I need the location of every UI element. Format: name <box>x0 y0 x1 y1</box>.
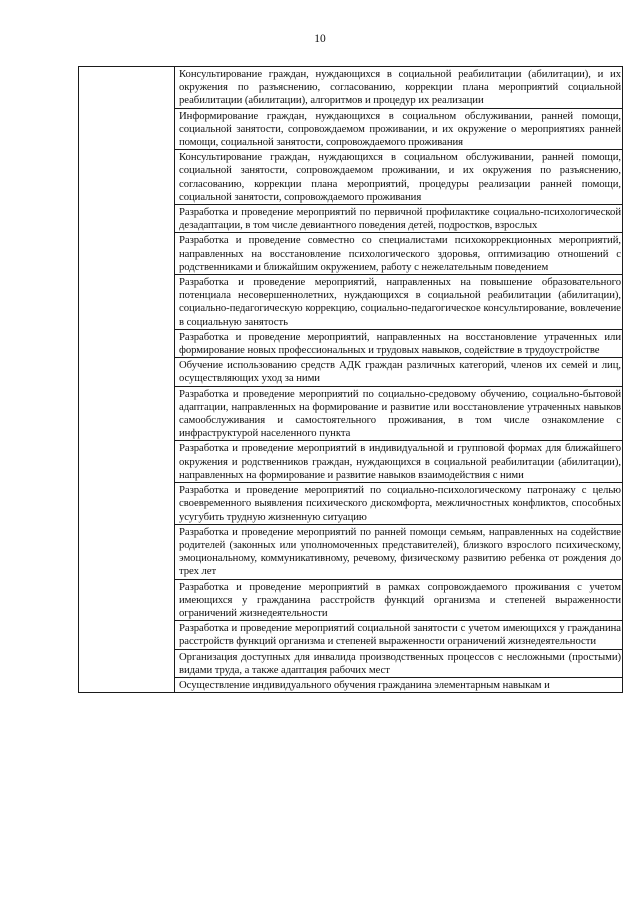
activity-text: Разработка и проведение мероприятий, направленных на восстановление утраченных или формирование новых профессиональных и трудовых навыков, содействие в трудоустройстве <box>179 330 621 357</box>
activity-cell <box>175 524 623 579</box>
activity-cell <box>175 67 623 109</box>
activity-cell <box>175 329 623 357</box>
activity-text: Разработка и проведение мероприятий, направленных на повышение образовательного потенциала несовершеннолетних, нуждающихся в социальной реабилитации (абилитации), социально-педагогическую коррекцию, социально-педагогическое консультирование, вовлечение в социальную занятость <box>179 276 621 328</box>
activity-text: Разработка и проведение мероприятий по ранней помощи семьям, направленных на содействие родителей (законных или уполномоченных представителей), близкого взрослого психическому, эмоциональному, коммуникативному, речевому, физическому развитию ребенка от рождения до трех лет <box>179 525 621 578</box>
activity-text: Осуществление индивидуального обучения гражданина элементарным навыкам и <box>179 678 550 691</box>
left-column-cell <box>79 67 175 693</box>
activity-cell <box>175 441 623 483</box>
activity-text: Разработка и проведение мероприятий по первичной профилактике социально-психологической дезадаптации, в том числе девиантного поведения детей, подростков, взрослых <box>179 206 621 232</box>
activity-text: Консультирование граждан, нуждающихся в социальном обслуживании, ранней помощи, социальной занятости, сопровождаемом проживании, и их окружения по разъяснению, согласованию, коррекции плана мероприятий, процедуры реализации ранней помощи, социальной занятости, сопровождаемого проживания <box>179 151 621 203</box>
activity-cell <box>175 677 623 692</box>
activity-cell <box>175 649 623 677</box>
activity-cell <box>175 275 623 330</box>
activity-text: Разработка и проведение совместно со специалистами психокоррекционных мероприятий, направленных на восстановление психологического здоровья, оптимизацию отношений с родственниками и ближайшим окружением, работу с нежелательным поведением <box>179 234 621 273</box>
activity-cell <box>175 621 623 649</box>
activity-cell <box>175 579 623 621</box>
activity-text: Разработка и проведение мероприятий социальной занятости с учетом имеющихся у гражданина расстройств функций организма и степеней выраженности ограничений жизнедеятельности <box>179 622 621 648</box>
activity-cell <box>175 108 623 150</box>
activity-cell <box>175 150 623 205</box>
activity-cell <box>175 386 623 441</box>
activity-text: Обучение использованию средств АДК граждан различных категорий, членов их семей и лиц, осуществляющих уход за ними <box>179 359 621 385</box>
activity-cell <box>175 483 623 525</box>
activity-text: Разработка и проведение мероприятий в индивидуальной и групповой формах для ближайшего окружения и родственников граждан, нуждающихся в социальной реабилитации (абилитации), направленных на формирование и развитие навыков взаимодействия с ними <box>179 442 621 481</box>
activity-text: Консультирование граждан, нуждающихся в социальной реабилитации (абилитации), и их окружения по разъяснению, согласованию, коррекции плана мероприятий социальной реабилитации (абилитации), алгоритмов и процедур их реализации <box>179 68 621 107</box>
activity-text: Разработка и проведение мероприятий по социально-психологическому патронажу с целью своевременного выявления психического дискомфорта, межличностных конфликтов, способных усугубить трудную жизненную ситуацию <box>179 484 621 523</box>
page-number: 10 <box>314 33 326 45</box>
activity-text: Организация доступных для инвалида производственных процессов с несложными (простыми) видами труда, а также адаптация рабочих мест <box>179 650 621 676</box>
activity-cell <box>175 233 623 275</box>
activity-text: Разработка и проведение мероприятий по социально-средовому обучению, социально-бытовой адаптации, направленных на формирование и развитие или восстановление утраченных навыков самообслуживания и самостоятельного проживания, в том числе ознакомление с инфраструктурой населенного пункта <box>179 387 621 440</box>
activities-table <box>78 66 623 693</box>
activity-cell <box>175 205 623 233</box>
activity-text: Разработка и проведение мероприятий в рамках сопровождаемого проживания с учетом имеющихся у гражданина расстройств функций организма и степеней выраженности ограничений жизнедеятельности <box>179 580 621 619</box>
table-row <box>79 67 623 109</box>
activity-text: Информирование граждан, нуждающихся в социальном обслуживании, ранней помощи, социальной занятости, сопровождаемом проживании, и их окружение о мероприятиях ранней помощи, социальной занятости, сопровождаемого проживания <box>179 109 621 149</box>
activity-cell <box>175 358 623 386</box>
